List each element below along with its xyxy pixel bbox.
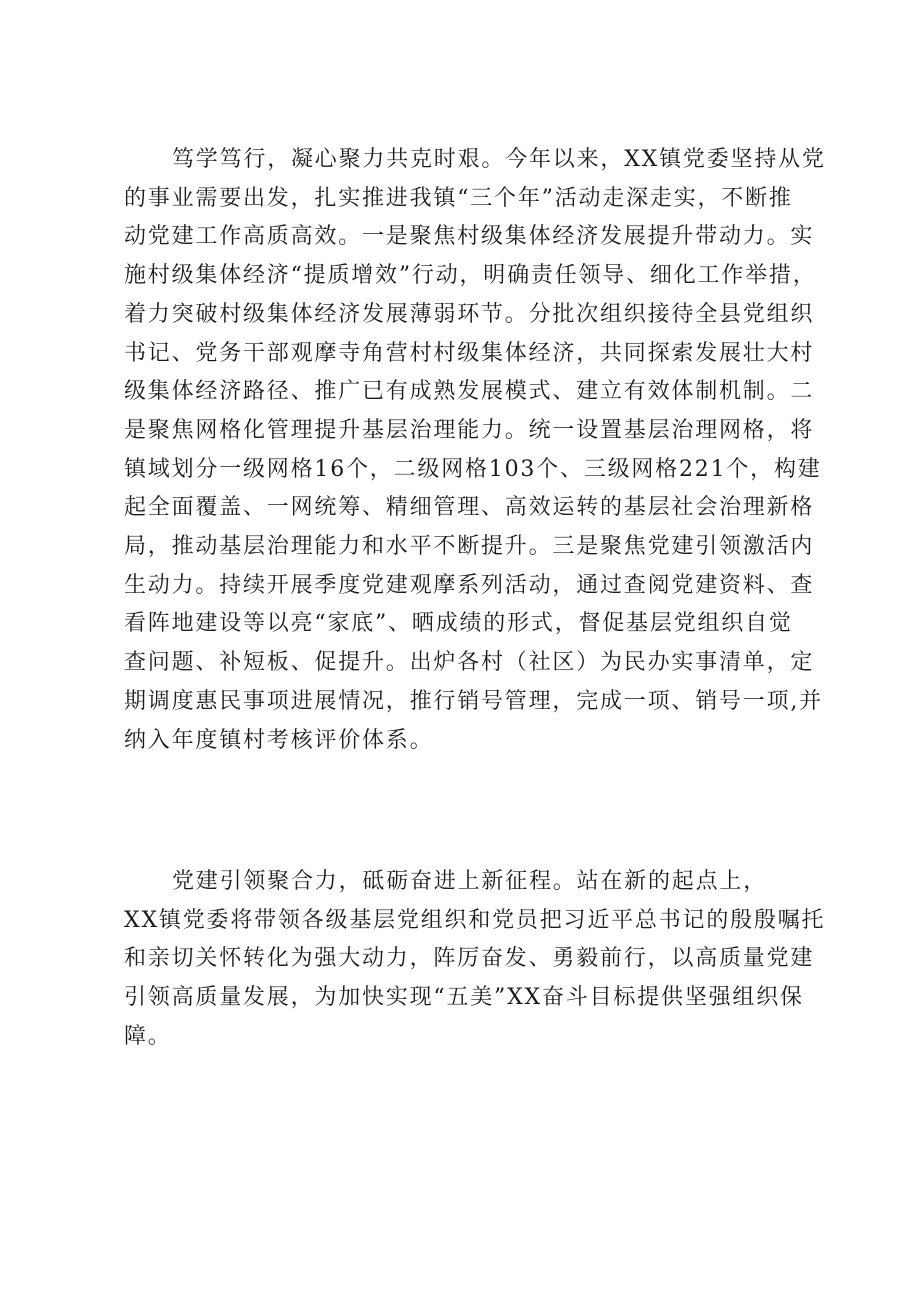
paragraph-1-text: [124, 141, 826, 760]
text-line: 笃学笃行，凝心聚力共克时艰。今年以来，XX镇党委坚持从党: [172, 147, 826, 172]
text-line: 看阵地建设等以亮“家底”、晒成绩的形式，督促基层党组织自觉: [124, 611, 793, 637]
text-line: 引领高质量发展，为加快实现“五美”XX奋斗目标提供坚强组织保: [124, 985, 804, 1011]
text-line: XX镇党委将带领各级基层党组织和党员把习近平总书记的殷殷嘱托: [124, 907, 826, 933]
paragraph-2-text: [124, 863, 826, 1057]
text-line: 级集体经济路径、推广已有成熟发展模式、建立有效体制机制。二: [124, 379, 815, 405]
paragraph-1: [124, 141, 826, 760]
text-line: 生动力。持续开展季度党建观摩系列活动，通过查阅党建资料、查: [124, 572, 815, 598]
text-line: 镇域划分一级网格16个，二级网格103个、三级网格221个，构建: [124, 456, 822, 482]
text-line: 障。: [124, 1023, 172, 1049]
text-line: 动党建工作高质高效。一是聚焦村级集体经济发展提升带动力。实: [124, 224, 815, 250]
text-line: 期调度惠民事项进展情况，推行销号管理，完成一项、销号一项,并: [124, 688, 823, 714]
text-line: 和亲切关怀转化为强大动力，阵厉奋发、勇毅前行，以高质量党建: [124, 946, 815, 972]
text-line: 局，推动基层治理能力和水平不断提升。三是聚焦党建引领激活内: [124, 534, 815, 560]
text-line: 的事业需要出发，扎实推进我镇“三个年”活动走深走实，不断推: [124, 185, 793, 211]
text-line: 施村级集体经济“提质增效”行动，明确责任领导、细化工作举措，: [124, 263, 817, 289]
text-line: 纳入年度镇村考核评价体系。: [124, 727, 434, 753]
text-line: 书记、党务干部观摩寺角营村村级集体经济，共同探索发展壮大村: [124, 340, 815, 366]
text-line: 是聚焦网格化管理提升基层治理能力。统一设置基层治理网格，将: [124, 417, 815, 443]
text-line: 着力突破村级集体经济发展薄弱环节。分批次组织接待全县党组织: [124, 301, 815, 327]
text-line: 党建引领聚合力，砥砺奋进上新征程。站在新的起点上，: [172, 869, 768, 894]
paragraph-2: [124, 863, 826, 1057]
text-line: 查问题、补短板、促提升。出炉各村（社区）为民办实事清单，定: [124, 650, 815, 676]
text-line: 起全面覆盖、一网统筹、精细管理、高效运转的基层社会治理新格: [124, 495, 815, 521]
